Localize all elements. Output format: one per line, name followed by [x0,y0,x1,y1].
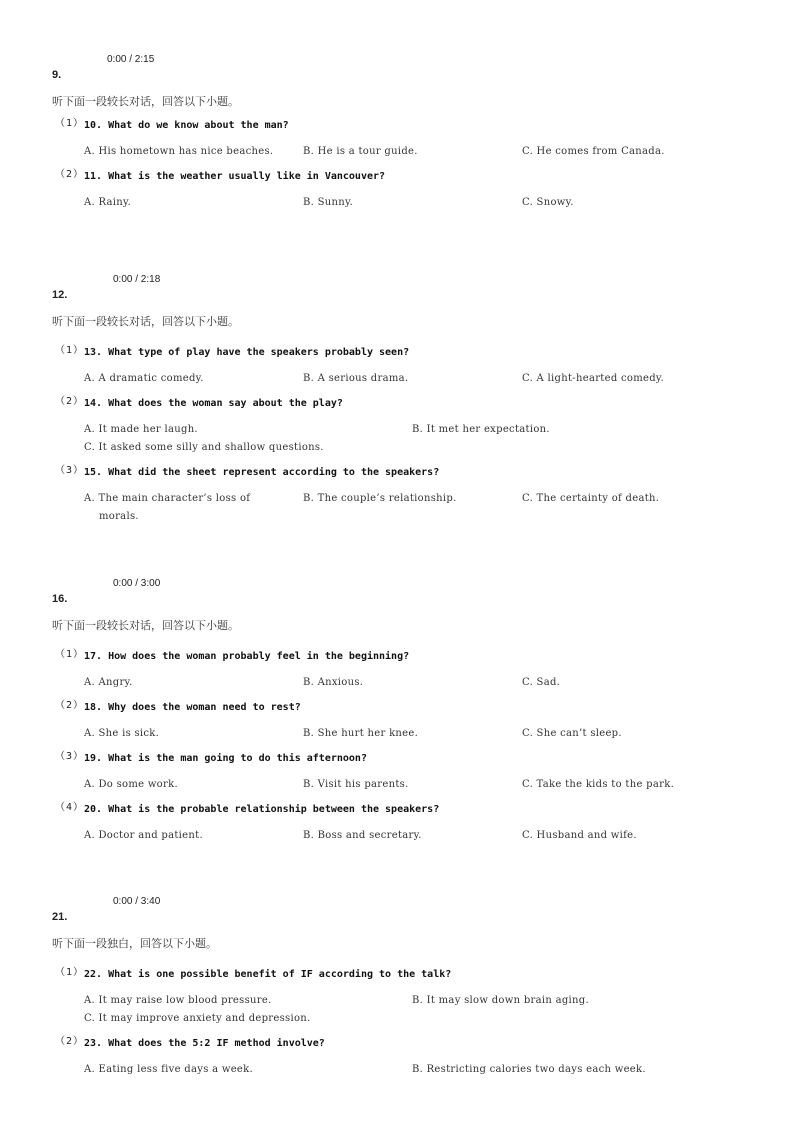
instruction: 听下面一段较长对话，回答以下小题。 [52,619,239,632]
option-b[interactable]: B. Boss and secretary. [303,830,422,841]
audio-time-16[interactable]: 0:00 / 3:00 [113,578,161,589]
question-number: 16. [52,593,68,605]
option-a[interactable]: A. Doctor and patient. [84,830,203,841]
option-b[interactable]: B. Sunny. [303,197,354,208]
option-b[interactable]: B. Restricting calories two days each week. [412,1064,646,1075]
audio-time-12[interactable]: 0:00 / 2:18 [113,274,161,285]
sub-label: （2） [55,1036,85,1047]
option-a[interactable]: A. She is sick. [84,728,160,739]
sub-label: （1） [55,118,85,129]
option-c[interactable]: C. The certainty of death. [522,493,660,504]
option-b[interactable]: B. It met her expectation. [412,424,550,435]
option-b[interactable]: B. It may slow down brain aging. [412,995,589,1006]
question-text: 23. What does the 5:2 IF method involve? [84,1038,325,1049]
sub-label: （2） [55,700,85,711]
question-number: 12. [52,289,68,301]
question-text: 17. How does the woman probably feel in the beginning? [84,651,410,662]
option-c[interactable]: C. It may improve anxiety and depression. [84,1013,311,1024]
option-b[interactable]: B. She hurt her knee. [303,728,419,739]
sub-label: （2） [55,396,85,407]
option-a[interactable]: A. Do some work. [84,779,178,790]
option-c[interactable]: C. He comes from Canada. [522,146,665,157]
option-c[interactable]: C. Sad. [522,677,561,688]
option-a[interactable]: A. The main character’s loss of [84,493,251,504]
option-b[interactable]: B. A serious drama. [303,373,409,384]
option-b[interactable]: B. He is a tour guide. [303,146,418,157]
option-c[interactable]: C. It asked some silly and shallow questions. [84,442,324,453]
question-number: 21. [52,911,68,923]
sub-label: （2） [55,169,85,180]
question-number: 9. [52,69,62,81]
option-c[interactable]: C. Snowy. [522,197,574,208]
instruction: 听下面一段较长对话，回答以下小题。 [52,315,239,328]
question-text: 22. What is one possible benefit of IF according to the talk? [84,969,452,980]
sub-label: （3） [55,465,85,476]
option-b[interactable]: B. Visit his parents. [303,779,409,790]
audio-time-9[interactable]: 0:00 / 2:15 [107,54,155,65]
option-c[interactable]: C. A light-hearted comedy. [522,373,665,384]
option-a[interactable]: A. Angry. [84,677,133,688]
option-c[interactable]: C. Husband and wife. [522,830,637,841]
instruction: 听下面一段较长对话，回答以下小题。 [52,95,239,108]
option-a-continued[interactable]: morals. [99,511,139,522]
option-a[interactable]: A. Rainy. [84,197,132,208]
sub-label: （4） [55,802,85,813]
question-text: 15. What did the sheet represent according to the speakers? [84,467,440,478]
question-text: 13. What type of play have the speakers probably seen? [84,347,410,358]
question-text: 10. What do we know about the man? [84,120,289,131]
option-b[interactable]: B. Anxious. [303,677,364,688]
sub-label: （1） [55,345,85,356]
option-a[interactable]: A. Eating less five days a week. [84,1064,253,1075]
option-a[interactable]: A. A dramatic comedy. [84,373,204,384]
option-c[interactable]: C. She can’t sleep. [522,728,622,739]
sub-label: （1） [55,649,85,660]
option-a[interactable]: A. His hometown has nice beaches. [84,146,274,157]
question-text: 19. What is the man going to do this afternoon? [84,753,367,764]
question-text: 11. What is the weather usually like in Vancouver? [84,171,386,182]
question-text: 14. What does the woman say about the play? [84,398,343,409]
option-b[interactable]: B. The couple’s relationship. [303,493,457,504]
audio-time-21[interactable]: 0:00 / 3:40 [113,896,161,907]
question-text: 20. What is the probable relationship between the speakers? [84,804,440,815]
option-c[interactable]: C. Take the kids to the park. [522,779,675,790]
question-text: 18. Why does the woman need to rest? [84,702,301,713]
option-a[interactable]: A. It may raise low blood pressure. [84,995,272,1006]
sub-label: （1） [55,967,85,978]
option-a[interactable]: A. It made her laugh. [84,424,198,435]
instruction: 听下面一段独白，回答以下小题。 [52,937,217,950]
sub-label: （3） [55,751,85,762]
